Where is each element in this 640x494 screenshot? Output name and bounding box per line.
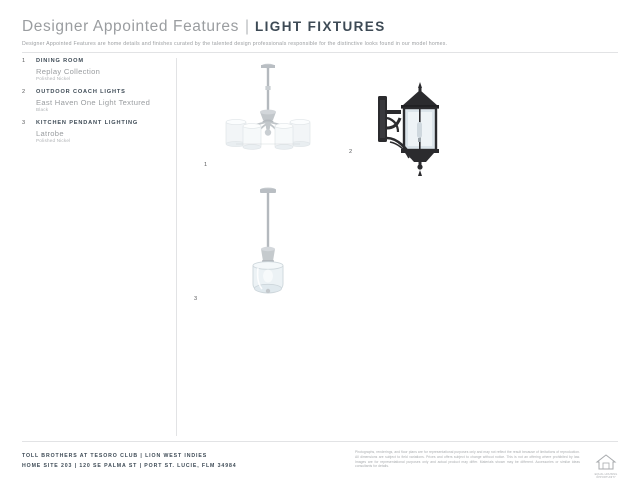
pendant-image bbox=[222, 184, 314, 314]
page-subtitle: Designer Appointed Features are home details and finishes curated by the talented design professionals responsible for the distinctive looks found in our model homes. bbox=[22, 41, 448, 47]
callout-1: 1 bbox=[204, 162, 208, 168]
list-item bbox=[22, 120, 170, 143]
legend-product-name: Replay Collection bbox=[36, 66, 101, 76]
legend-finish: Polished Nickel bbox=[36, 76, 71, 81]
page-title-main: Designer Appointed Features bbox=[22, 18, 239, 35]
footer-disclaimer: Photographs, renderings, and floor plans are for representational purposes only and may not reflect the result because of limitations of reproduction. All dimensions are subject to field variations. Prices and offers subject to change without notice. This is not an offering where prohibited by law. Images are for representational purposes only and actual product may differ. Materials shown may be different. Accessories or similar ideas consultants for details. bbox=[355, 450, 580, 469]
page-title-sub: LIGHT FIXTURES bbox=[255, 19, 386, 34]
list-item bbox=[22, 58, 170, 81]
coach-light-image bbox=[368, 66, 460, 194]
legend-number: 3 bbox=[22, 120, 26, 126]
page-header bbox=[22, 18, 618, 48]
column-divider bbox=[176, 58, 177, 436]
legend-number: 1 bbox=[22, 58, 26, 64]
page-title-separator: | bbox=[244, 18, 249, 35]
legend-product-name: Latrobe bbox=[36, 128, 64, 138]
footer-address bbox=[22, 452, 342, 472]
legend-product-name: East Haven One Light Textured bbox=[36, 97, 151, 107]
legend-room: OUTDOOR COACH LIGHTS bbox=[36, 89, 126, 95]
legend-room: KITCHEN PENDANT LIGHTING bbox=[36, 120, 139, 126]
footer-divider bbox=[22, 441, 618, 442]
legend-finish: Black bbox=[36, 107, 49, 112]
page-title bbox=[22, 18, 618, 36]
legend-list bbox=[22, 58, 170, 151]
list-item bbox=[22, 89, 170, 112]
equal-housing-label: EQUAL HOUSING OPPORTUNITY bbox=[594, 473, 618, 479]
legend-number: 2 bbox=[22, 89, 26, 95]
legend-room: DINING ROOM bbox=[36, 58, 84, 64]
callout-2: 2 bbox=[349, 149, 353, 155]
fixture-image-area bbox=[186, 56, 618, 436]
equal-housing-icon bbox=[596, 452, 616, 472]
footer-line-1: TOLL BROTHERS AT TESORO CLUB | LION WEST INDIES bbox=[22, 453, 208, 459]
header-divider bbox=[22, 52, 618, 53]
legend-finish: Polished Nickel bbox=[36, 138, 71, 143]
footer-line-2: HOME SITE 203 | 120 SE PALMA ST | PORT ST. LUCIE, FLM 34984 bbox=[22, 462, 237, 469]
chandelier-image bbox=[208, 60, 328, 175]
callout-3: 3 bbox=[194, 296, 198, 302]
